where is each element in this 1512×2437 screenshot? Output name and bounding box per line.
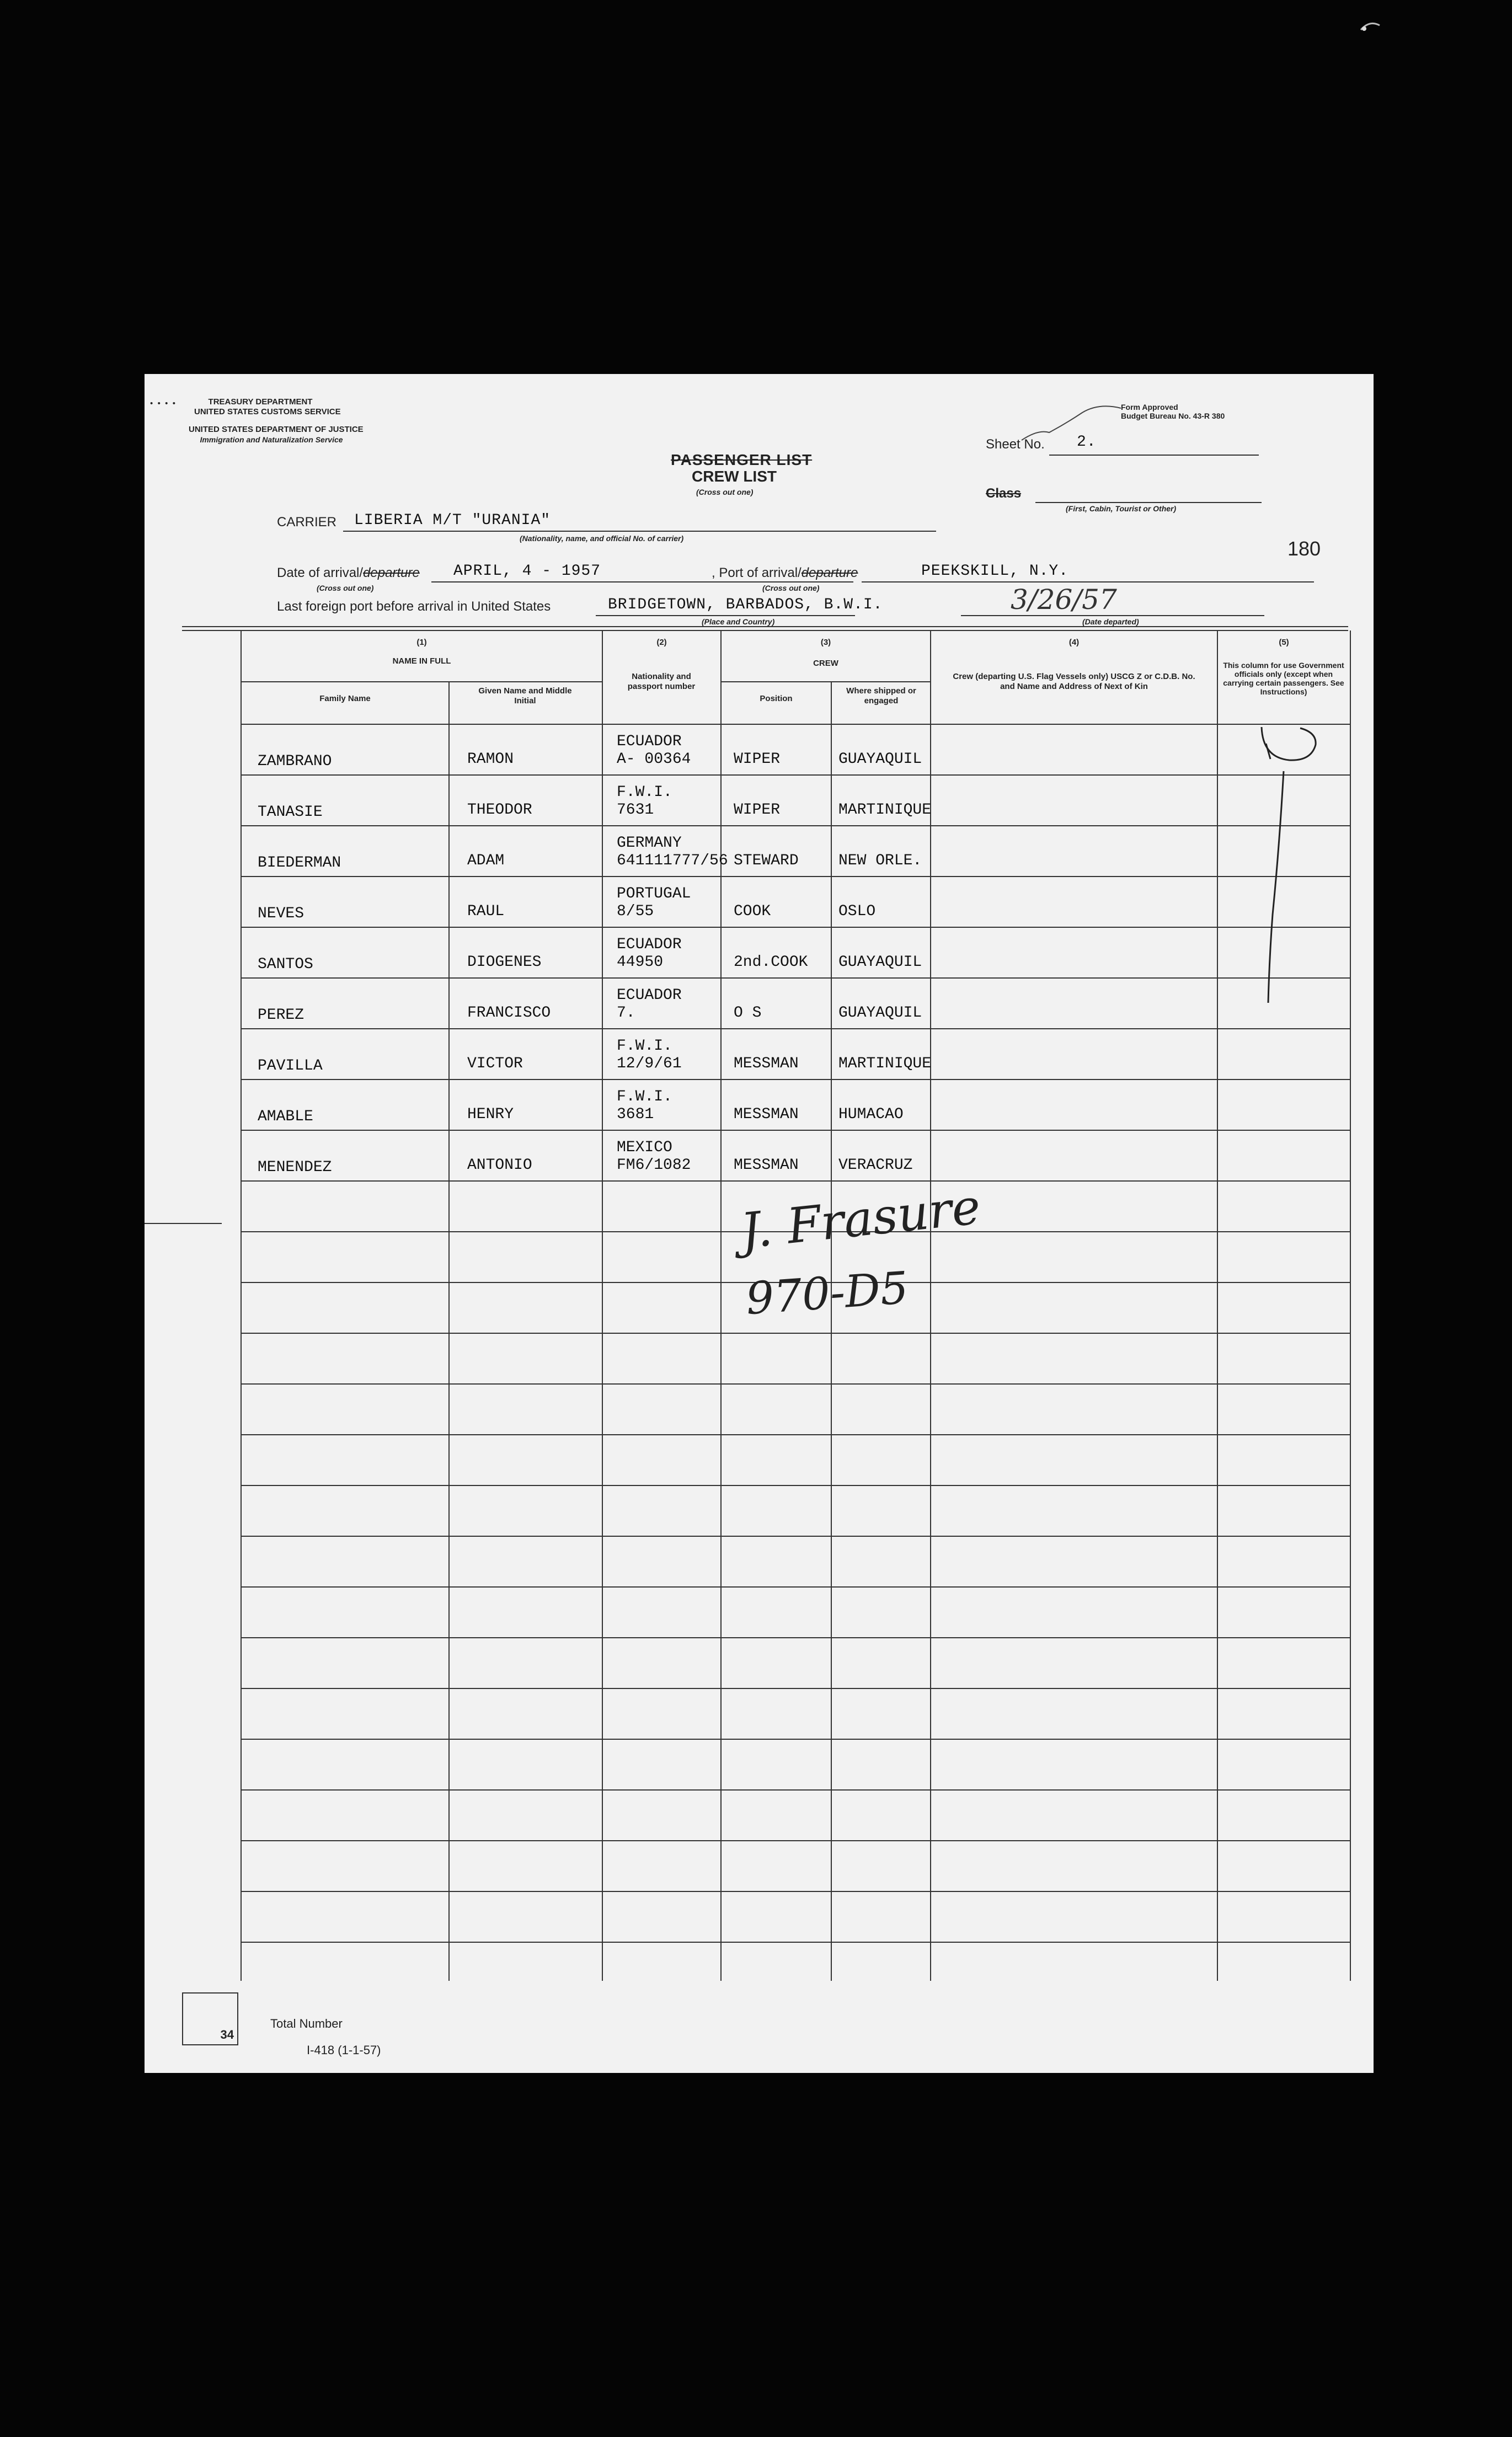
shipped-cell: VERACRUZ xyxy=(838,1157,913,1174)
nationality-header: Nationality and passport number xyxy=(627,672,696,691)
crew-list-form xyxy=(145,374,1374,2073)
shipped-cell: OSLO xyxy=(838,903,876,920)
shipped-cell: GUAYAQUIL xyxy=(838,1004,922,1022)
shipped-cell: GUAYAQUIL xyxy=(838,751,922,768)
position-cell: O S xyxy=(734,1004,762,1022)
family-name-cell: TANASIE xyxy=(258,804,323,821)
shipped-cell: GUAYAQUIL xyxy=(838,954,922,971)
nationality-cell: GERMANY xyxy=(617,835,682,852)
government-use-header: This column for use Government officials only (except when carrying certain passengers. See Instructions) xyxy=(1223,661,1344,696)
shipped-cell: MARTINIQUE xyxy=(838,1055,932,1072)
col4-number: (4) xyxy=(1068,638,1080,647)
port-label-text: , Port of arrival/ xyxy=(712,565,802,580)
total-number-label: Total Number xyxy=(270,2017,343,2030)
crew-header: CREW xyxy=(813,659,838,668)
class-note: (First, Cabin, Tourist or Other) xyxy=(1066,504,1177,513)
total-number-box xyxy=(182,1992,238,2045)
last-port-label: Last foreign port before arrival in United States xyxy=(277,599,551,614)
passport-cell: 7631 xyxy=(617,801,654,819)
given-name-cell: HENRY xyxy=(467,1106,514,1123)
shipped-cell: MARTINIQUE xyxy=(838,801,932,819)
given-name-header: Given Name and Middle Initial xyxy=(478,686,572,706)
position-cell: 2nd.COOK xyxy=(734,954,808,971)
total-number-value: 34 xyxy=(220,2028,234,2041)
col5-number: (5) xyxy=(1279,638,1289,647)
given-name-cell: DIOGENES xyxy=(467,954,542,971)
date-note: (Cross out one) xyxy=(317,584,374,592)
title-note: (Cross out one) xyxy=(696,488,754,496)
passport-cell: FM6/1082 xyxy=(617,1157,691,1174)
given-name-cell: RAUL xyxy=(467,903,505,920)
passport-cell: A- 00364 xyxy=(617,751,691,768)
port-arrival-value: PEEKSKILL, N.Y. xyxy=(921,563,1069,580)
film-mark-icon xyxy=(1360,17,1382,33)
passport-cell: 12/9/61 xyxy=(617,1055,682,1072)
position-cell: MESSMAN xyxy=(734,1157,799,1174)
form-title: CREW LIST xyxy=(692,468,777,485)
nationality-cell: F.W.I. xyxy=(617,1088,672,1105)
form-approved-text: Form Approved xyxy=(1121,403,1178,411)
family-name-cell: PEREZ xyxy=(258,1007,304,1024)
dot-marks: • • • • xyxy=(150,399,176,408)
position-header: Position xyxy=(760,694,793,703)
position-cell: WIPER xyxy=(734,751,781,768)
crew-departing-header: Crew (departing U.S. Flag Vessels only) USCG Z or C.D.B. No. and Name and Address of Next of Kin xyxy=(953,672,1195,691)
date-departed-value: 3/26/57 xyxy=(1011,584,1117,616)
family-name-cell: BIEDERMAN xyxy=(258,854,341,872)
passport-cell: 3681 xyxy=(617,1106,654,1123)
position-cell: STEWARD xyxy=(734,852,799,869)
given-name-cell: VICTOR xyxy=(467,1055,523,1072)
passport-cell: 44950 xyxy=(617,954,664,971)
agency-line: UNITED STATES CUSTOMS SERVICE xyxy=(194,407,341,416)
position-cell: MESSMAN xyxy=(734,1106,799,1123)
last-port-note: (Place and Country) xyxy=(702,617,775,626)
family-name-cell: PAVILLA xyxy=(258,1057,323,1075)
budget-bureau-text: Budget Bureau No. 43-R 380 xyxy=(1121,411,1225,420)
class-label: Class xyxy=(986,486,1022,501)
position-cell: COOK xyxy=(734,903,771,920)
shipped-header: Where shipped or engaged xyxy=(846,686,916,706)
check-mark-pen-line xyxy=(1217,705,1350,1014)
given-name-cell: ADAM xyxy=(467,852,505,869)
family-name-cell: SANTOS xyxy=(258,956,313,973)
last-port-value: BRIDGETOWN, BARBADOS, B.W.I. xyxy=(608,596,883,613)
family-name-cell: NEVES xyxy=(258,905,304,922)
page-number: 180 xyxy=(1287,537,1321,560)
col3-number: (3) xyxy=(820,638,831,647)
struck-title: PASSENGER LIST xyxy=(671,451,813,468)
date-arrival-value: APRIL, 4 - 1957 xyxy=(453,563,601,580)
family-name-cell: MENENDEZ xyxy=(258,1159,332,1176)
sheet-label: Sheet No. xyxy=(986,437,1045,452)
official-signature: J. Frasure xyxy=(738,1178,984,1260)
agency-line: TREASURY DEPARTMENT xyxy=(208,397,313,407)
form-number: I-418 (1-1-57) xyxy=(307,2043,381,2057)
nationality-cell: F.W.I. xyxy=(617,1038,672,1055)
date-label-text: Date of arrival/ xyxy=(277,565,364,580)
carrier-value: LIBERIA M/T "URANIA" xyxy=(354,512,551,529)
nationality-cell: ECUADOR xyxy=(617,936,682,953)
nationality-cell: ECUADOR xyxy=(617,733,682,750)
sheet-value: 2. xyxy=(1077,434,1097,451)
given-name-cell: RAMON xyxy=(467,751,514,768)
carrier-note: (Nationality, name, and official No. of carrier) xyxy=(520,534,684,543)
agency-line: Immigration and Naturalization Service xyxy=(200,435,343,444)
col1-number: (1) xyxy=(416,638,427,647)
port-note: (Cross out one) xyxy=(762,584,820,592)
given-name-cell: ANTONIO xyxy=(467,1157,532,1174)
date-departed-note: (Date departed) xyxy=(1082,617,1139,626)
family-name-header: Family Name xyxy=(319,694,371,703)
passport-cell: 641111777/56 xyxy=(617,852,728,869)
passport-cell: 7. xyxy=(617,1004,635,1022)
nationality-cell: MEXICO xyxy=(617,1139,672,1156)
agency-line: UNITED STATES DEPARTMENT OF JUSTICE xyxy=(189,425,364,434)
position-cell: WIPER xyxy=(734,801,781,819)
shipped-cell: NEW ORLE. xyxy=(838,852,922,869)
date-struck-text: departure xyxy=(363,565,420,580)
col1-title: NAME IN FULL xyxy=(392,656,451,666)
given-name-cell: FRANCISCO xyxy=(467,1004,551,1022)
handwritten-code: 970-D5 xyxy=(744,1262,910,1325)
nationality-cell: PORTUGAL xyxy=(617,885,691,902)
family-name-cell: ZAMBRANO xyxy=(258,753,332,770)
family-name-cell: AMABLE xyxy=(258,1108,313,1125)
nationality-cell: F.W.I. xyxy=(617,784,672,801)
shipped-cell: HUMACAO xyxy=(838,1106,904,1123)
nationality-cell: ECUADOR xyxy=(617,987,682,1004)
col2-number: (2) xyxy=(656,638,667,647)
port-struck-text: departure xyxy=(801,565,858,580)
passport-cell: 8/55 xyxy=(617,903,654,920)
position-cell: MESSMAN xyxy=(734,1055,799,1072)
carrier-label: CARRIER xyxy=(277,515,337,530)
given-name-cell: THEODOR xyxy=(467,801,532,819)
